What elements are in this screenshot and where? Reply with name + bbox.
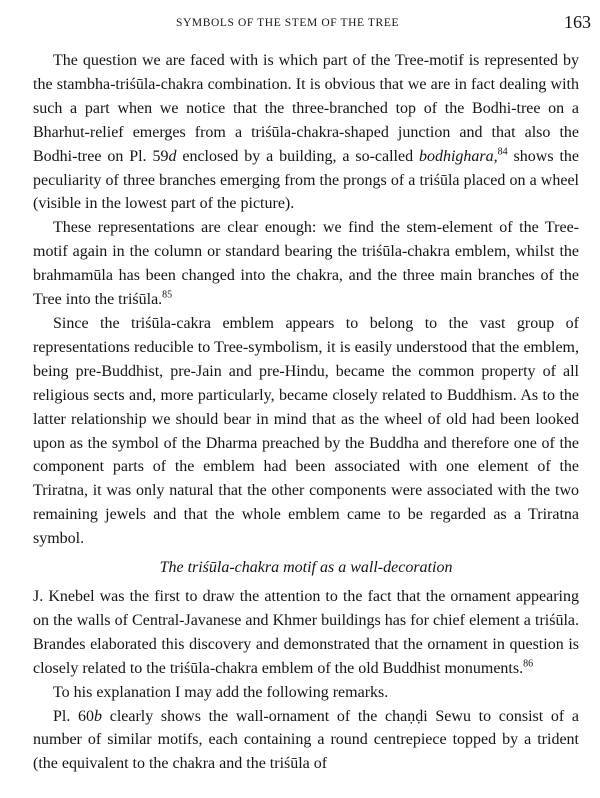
paragraph-1-text-3: shows the peculiarity of three branches emerging from the prongs of a triśūla placed on a wheel (visible in the lowest part of the picture). [33, 147, 579, 213]
section-heading: The triśūla-chakra motif as a wall-decoration [159, 559, 453, 577]
paragraph-6-text-2: clearly shows the wall-ornament of the chaṇḍi Sewu to consist of a number of similar motifs, each containing a round centrepiece topped by a trident (the equivalent to the chakra and the triśūla of [33, 707, 579, 773]
plate-letter-b: b [94, 707, 103, 725]
paragraph-4 [33, 585, 579, 681]
paragraph-4-text: J. Knebel was the first to draw the attention to the fact that the ornament appearing on the walls of Central-Javanese and Khmer buildings has for chief element a triśūla. Brandes elaborated this discovery and demonstrated that the ornament in question is closely related to the triśūla-chakra emblem of the old Buddhist monuments. [33, 588, 579, 677]
footnote-ref-85: 85 [162, 289, 173, 301]
page-body [33, 49, 579, 776]
paragraph-5: To his explanation I may add the following remarks. [53, 683, 389, 701]
footnote-ref-84: 84 [497, 146, 508, 158]
italic-term: bodhighara, [418, 147, 498, 165]
running-header [0, 10, 600, 38]
paragraph-1 [33, 49, 579, 216]
paragraph-2 [33, 216, 579, 312]
plate-letter: d [168, 147, 177, 165]
page-number: 163 [564, 12, 591, 32]
running-title: SYMBOLS OF THE STEM OF THE TREE [176, 17, 400, 29]
paragraph-1-text-2: enclosed by a building, a so-called [176, 147, 419, 165]
footnote-ref-86: 86 [523, 658, 534, 670]
paragraph-3: Since the triśūla-cakra emblem appears to belong to the vast group of representations reducible to Tree-symbolism, it is easily understood that the emblem, being pre-Buddhist, pre-Jain and pre-Hindu, became the common property of all religious sects and, more particularly, became closely related to Buddhism. As to the latter relationship we should bear in mind that as the wheel of old had been looked upon as the symbol of the Dharma preached by the Buddha and therefore one of the component parts of the emblem had been associated with one element of the Triratna, it was only natural that the other components were associated with the two remaining jewels and that the whole emblem came to be regarded as a Triratna symbol. [33, 314, 579, 548]
paragraph-2-text: These representations are clear enough: we find the stem-element of the Tree-motif again in the column or standard bearing the triśūla-chakra emblem, whilst the brahmamūla has been changed into the chakra, and the three main branches of the Tree into the triśūla. [33, 219, 579, 309]
paragraph-1-text: The question we are faced with is which part of the Tree-motif is represented by the stambha-triśūla-chakra combination. It is obvious that we are in fact dealing with such a part when we notice that the three-branched top of the Bodhi-tree on a Bharhut-relief emerges from a triśūla-chakra-shaped junction and that also the Bodhi-tree on Pl. 59 [33, 52, 579, 165]
paragraph-6 [33, 705, 579, 777]
paragraph-6-text: Pl. 60 [53, 707, 95, 725]
